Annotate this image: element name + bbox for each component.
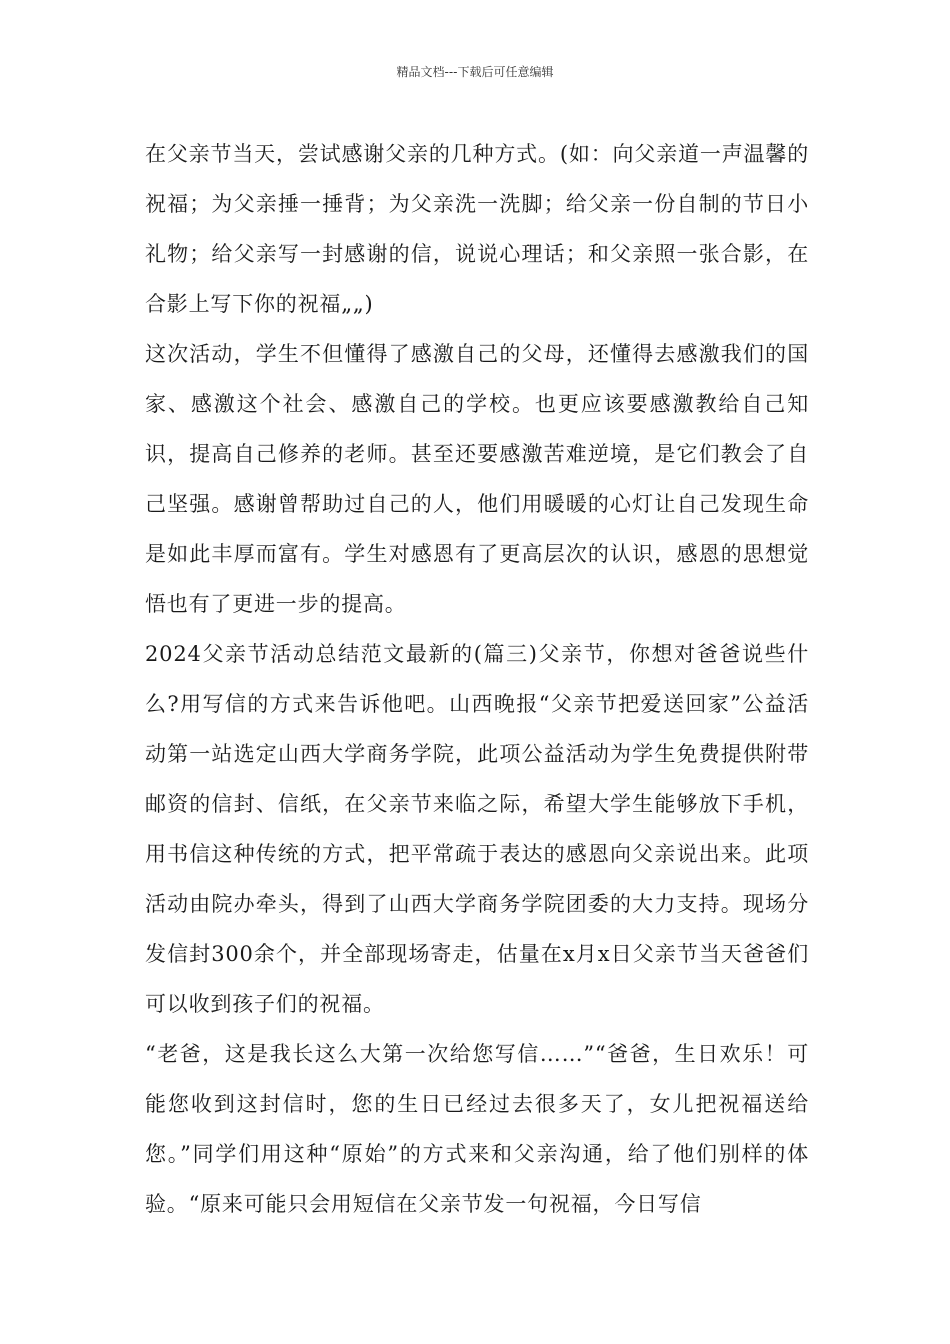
paragraph-2: 这次活动，学生不但懂得了感激自己的父母，还懂得去感激我们的国家、感激这个社会、感激自己的学校。也更应该要感激教给自己知识，提高自己修养的老师。甚至还要感激苦难逆境，是它们教会了自己坚强。感谢曾帮助过自己的人，他们用暖暖的心灯让自己发现生命是如此丰厚而富有。学生对感恩有了更高层次的认识，感恩的思想觉悟也有了更进一步的提高。	[145, 342, 809, 616]
paragraph-4: “老爸，这是我长这么大第一次给您写信……”“爸爸，生日欢乐！可能您收到这封信时，您的生日已经过去很多天了，女儿把祝福送给您。”同学们用这种“原始”的方式来和父亲沟通，给了他们别样的体验。“原来可能只会用短信在父亲节发一句祝福，今日写信	[145, 1042, 809, 1216]
document-body	[145, 129, 809, 1229]
paragraph-3: 2024父亲节活动总结范文最新的(篇三)父亲节，你想对爸爸说些什么?用写信的方式来告诉他吧。山西晚报“父亲节把爱送回家”公益活动第一站选定山西大学商务学院，此项公益活动为学生免费提供附带邮资的信封、信纸，在父亲节来临之际，希望大学生能够放下手机，用书信这种传统的方式，把平常疏于表达的感恩向父亲说出来。此项活动由院办牵头，得到了山西大学商务学院团委的大力支持。现场分发信封300余个，并全部现场寄走，估量在x月x日父亲节当天爸爸们可以收到孩子们的祝福。	[145, 642, 809, 1016]
paragraph-1: 在父亲节当天，尝试感谢父亲的几种方式。(如：向父亲道一声温馨的祝福；为父亲捶一捶背；为父亲洗一洗脚；给父亲一份自制的节日小礼物；给父亲写一封感谢的信，说说心理话；和父亲照一张合影，在合影上写下你的祝福„„)	[145, 142, 809, 316]
page-header: 精品文档---下载后可任意编辑	[396, 65, 554, 79]
